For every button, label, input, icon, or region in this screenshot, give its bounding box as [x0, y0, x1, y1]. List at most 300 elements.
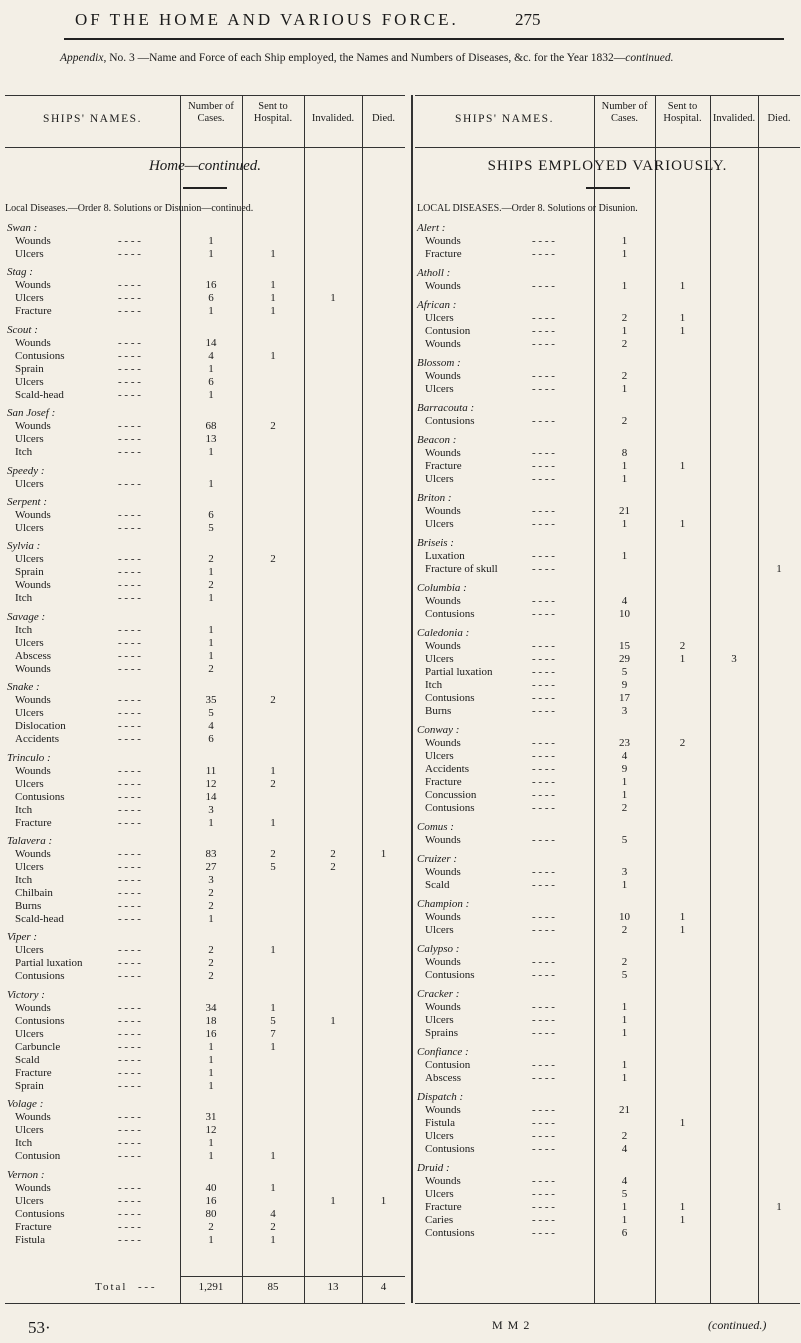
leader-dots: - - - -: [532, 1072, 555, 1084]
hospital-cell: [655, 1027, 710, 1040]
col-head-died-left: Died.: [371, 113, 396, 124]
died-cell: [758, 1072, 800, 1085]
hospital-cell: 1: [270, 1233, 276, 1246]
cases-cell: 1: [208, 816, 214, 829]
disease-label: Sprain: [15, 1079, 44, 1092]
col-head-ships-left: SHIPS' NAMES.: [43, 113, 142, 125]
leader-dots: - - - -: [118, 707, 141, 720]
died-cell: [362, 350, 405, 363]
hospital-cell: 1: [679, 280, 686, 292]
disease-label: Accidents: [425, 763, 469, 775]
hospital-cell: 5: [270, 1014, 276, 1027]
cases-cell: 2: [621, 338, 628, 350]
died-cell: [362, 1067, 405, 1080]
cases-cell: 4: [208, 349, 214, 362]
died-cell: [362, 1234, 405, 1247]
hospital-cell: [242, 337, 304, 350]
hospital-cell: [655, 595, 710, 608]
invalided-cell: [710, 692, 758, 705]
invalided-cell: [710, 325, 758, 338]
hospital-cell: [655, 1014, 710, 1027]
order-line-left: Local Diseases.—Order 8. Solutions or Disunion—continued.: [5, 203, 254, 214]
leader-dots: - - - -: [118, 1079, 141, 1092]
disease-label: Contusions: [425, 1143, 475, 1155]
died-cell: [758, 248, 800, 261]
hospital-cell: [655, 776, 710, 789]
leader-dots: - - - -: [532, 924, 555, 936]
died-cell: [362, 433, 405, 446]
disease-label: Wounds: [15, 1111, 51, 1124]
leader-dots: - - - -: [532, 1014, 555, 1026]
disease-label: Ulcers: [425, 1188, 454, 1200]
hospital-cell: 1: [679, 1214, 686, 1226]
leader-dots: - - - -: [118, 477, 141, 490]
leader-dots: - - - -: [532, 737, 555, 749]
cases-cell: 2: [621, 802, 628, 814]
invalided-cell: [710, 1201, 758, 1214]
disease-label: Ulcers: [425, 518, 454, 530]
hospital-cell: [242, 804, 304, 817]
invalided-cell: [304, 337, 362, 350]
cases-cell: 9: [621, 763, 628, 775]
invalided-cell: [304, 1028, 362, 1041]
cases-cell: 2: [621, 312, 628, 324]
leader-dots: - - - -: [532, 383, 555, 395]
leader-dots: - - - -: [118, 874, 141, 886]
hospital-cell: [655, 679, 710, 692]
died-cell: 1: [380, 1194, 387, 1207]
cases-cell: 10: [619, 608, 630, 620]
leader-dots: - - - -: [532, 1104, 555, 1116]
leader-dots: - - - -: [532, 563, 555, 575]
disease-label: Scald: [15, 1053, 40, 1066]
hospital-cell: [242, 707, 304, 720]
running-head: OF THE HOME AND VARIOUS FORCE.: [75, 10, 459, 29]
invalided-cell: [710, 1014, 758, 1027]
leader-dots: - - - -: [118, 1150, 141, 1163]
ship-name: African :: [417, 299, 457, 311]
leader-dots: - - - -: [118, 1053, 141, 1066]
died-cell: [758, 776, 800, 789]
cases-cell: 68: [205, 420, 217, 433]
hospital-cell: [655, 802, 710, 815]
died-cell: [362, 733, 405, 746]
died-cell: [362, 1054, 405, 1067]
cases-cell: 1: [208, 1053, 214, 1066]
leader-dots: - - - -: [118, 790, 141, 803]
leader-dots: - - - -: [118, 733, 141, 746]
cases-cell: 16: [205, 1194, 217, 1207]
disease-label: Wounds: [15, 336, 51, 349]
disease-label: Wounds: [15, 662, 51, 675]
cases-cell: 1: [621, 1027, 628, 1039]
disease-label: Contusions: [425, 415, 475, 427]
cases-cell: 1: [208, 1150, 214, 1163]
invalided-cell: [710, 834, 758, 847]
cases-cell: 1: [621, 789, 628, 801]
hospital-cell: 1: [270, 279, 276, 292]
hospital-cell: 2: [270, 553, 276, 566]
hospital-cell: [655, 750, 710, 763]
invalided-cell: 3: [731, 653, 737, 665]
hospital-cell: [655, 1175, 710, 1188]
invalided-cell: [710, 1072, 758, 1085]
table-top-rule-left: [5, 95, 405, 96]
invalided-cell: [304, 433, 362, 446]
leader-dots: - - - -: [118, 623, 141, 636]
died-cell: [758, 679, 800, 692]
cases-cell: 1: [208, 446, 214, 459]
total-rule: [180, 1276, 405, 1277]
died-cell: [362, 804, 405, 817]
disease-label: Chilbain: [15, 887, 53, 899]
cases-cell: 1: [208, 305, 214, 318]
died-cell: [758, 866, 800, 879]
disease-label: Wounds: [425, 834, 461, 846]
invalided-cell: [304, 694, 362, 707]
invalided-cell: [304, 791, 362, 804]
hospital-cell: [655, 338, 710, 351]
hospital-cell: [242, 1080, 304, 1093]
cases-cell: 1: [208, 248, 214, 260]
invalided-cell: [304, 446, 362, 459]
cases-cell: 1: [208, 388, 214, 401]
died-cell: [758, 834, 800, 847]
died-cell: [362, 663, 405, 676]
died-cell: [758, 969, 800, 982]
cases-cell: 2: [208, 662, 214, 675]
invalided-cell: [304, 522, 362, 535]
hospital-cell: 1: [270, 816, 276, 829]
table-head-rule-left: [5, 147, 405, 148]
disease-label: Dislocation: [15, 720, 66, 733]
cases-cell: 1: [621, 1059, 628, 1071]
leader-dots: - - - -: [118, 1027, 141, 1040]
died-cell: [362, 1124, 405, 1137]
leader-dots: - - - -: [118, 1181, 141, 1194]
died-cell: [362, 1111, 405, 1124]
disease-label: Contusions: [425, 692, 475, 704]
died-cell: [362, 1182, 405, 1195]
invalided-cell: [710, 640, 758, 653]
leader-dots: - - - -: [532, 692, 555, 704]
leader-dots: - - - -: [118, 592, 141, 605]
disease-label: Wounds: [425, 338, 461, 350]
cases-cell: 1: [621, 383, 628, 395]
cases-cell: 12: [205, 777, 217, 790]
cases-cell: 14: [205, 336, 217, 349]
ship-name: San Josef :: [7, 407, 56, 420]
leader-dots: - - - -: [532, 1143, 555, 1155]
died-cell: [362, 1150, 405, 1163]
disease-label: Fracture: [425, 248, 462, 260]
cases-cell: 5: [621, 666, 628, 678]
page-number: 275: [515, 10, 541, 29]
invalided-cell: [710, 866, 758, 879]
cases-cell: 1: [621, 248, 628, 260]
invalided-cell: [304, 1041, 362, 1054]
cases-cell: 6: [208, 509, 214, 521]
leader-dots: - - - -: [118, 420, 141, 433]
hospital-cell: [655, 1227, 710, 1240]
hospital-cell: [242, 650, 304, 663]
leader-dots: - - - -: [118, 509, 141, 521]
section-rule-left: [183, 187, 227, 189]
ship-name: Calypso :: [417, 943, 460, 955]
died-cell: [362, 305, 405, 318]
invalided-cell: [710, 924, 758, 937]
died-cell: [758, 312, 800, 325]
ship-name: Atholl :: [417, 267, 451, 279]
cases-cell: 1: [208, 636, 214, 649]
leader-dots: - - - -: [118, 662, 141, 675]
invalided-cell: [710, 312, 758, 325]
invalided-cell: [710, 763, 758, 776]
disease-label: Scald: [425, 879, 450, 891]
disease-label: Wounds: [425, 866, 461, 878]
ship-name: Savage :: [7, 610, 46, 623]
invalided-cell: [710, 1143, 758, 1156]
invalided-cell: [710, 1059, 758, 1072]
cases-cell: 6: [208, 375, 214, 388]
died-cell: [758, 1104, 800, 1117]
ship-name: Serpent :: [7, 496, 48, 508]
leader-dots: - - - -: [118, 970, 141, 983]
disease-label: Contusions: [15, 1014, 65, 1027]
leader-dots: - - - -: [118, 816, 141, 829]
invalided-cell: [304, 957, 362, 970]
died-cell: [758, 280, 800, 293]
leader-dots: - - - -: [532, 763, 555, 775]
invalided-cell: [304, 235, 362, 248]
leader-dots: - - - -: [532, 1175, 555, 1187]
disease-label: Fracture: [15, 305, 52, 318]
cases-cell: [594, 1117, 655, 1130]
disease-label: Itch: [15, 874, 33, 886]
hospital-cell: [242, 376, 304, 389]
hospital-cell: 1: [679, 911, 686, 923]
ship-name: Druid :: [417, 1162, 450, 1174]
cases-cell: 15: [619, 640, 630, 652]
leader-dots: - - - -: [532, 248, 555, 260]
hospital-cell: 1: [679, 460, 686, 472]
invalided-cell: [304, 1080, 362, 1093]
disease-label: Ulcers: [15, 861, 44, 873]
hospital-cell: [242, 791, 304, 804]
cases-cell: [594, 563, 655, 576]
leader-dots: - - - -: [118, 1137, 141, 1150]
cases-cell: 5: [621, 834, 628, 846]
cases-cell: 40: [205, 1181, 217, 1194]
invalided-cell: 1: [330, 1014, 336, 1027]
invalided-cell: [304, 707, 362, 720]
hospital-cell: 1: [270, 764, 276, 777]
invalided-cell: [710, 789, 758, 802]
header-rule: [64, 38, 784, 40]
cases-cell: 2: [621, 924, 628, 936]
cases-cell: 1: [621, 1201, 628, 1213]
cases-cell: 4: [621, 750, 628, 762]
hospital-cell: [655, 505, 710, 518]
hospital-cell: 1: [270, 292, 276, 305]
died-cell: [362, 1080, 405, 1093]
leader-dots: - - - -: [118, 235, 141, 247]
died-cell: [362, 861, 405, 874]
invalided-cell: [710, 280, 758, 293]
hospital-cell: [655, 1143, 710, 1156]
leader-dots: - - - -: [118, 292, 141, 305]
disease-label: Ulcers: [425, 1130, 454, 1142]
died-cell: [362, 1041, 405, 1054]
disease-label: Ulcers: [15, 777, 44, 790]
invalided-cell: [304, 817, 362, 830]
hospital-cell: [655, 866, 710, 879]
leader-dots: - - - -: [532, 235, 555, 247]
invalided-cell: [304, 887, 362, 900]
died-cell: [758, 1014, 800, 1027]
invalided-cell: [304, 663, 362, 676]
invalided-cell: [304, 350, 362, 363]
cases-cell: 2: [621, 370, 628, 382]
leader-dots: - - - -: [118, 764, 141, 777]
leader-dots: - - - -: [532, 447, 555, 459]
invalided-cell: [710, 460, 758, 473]
died-cell: [362, 765, 405, 778]
hospital-cell: [655, 415, 710, 428]
hospital-cell: [655, 666, 710, 679]
disease-label: Fracture of skull: [425, 563, 498, 575]
hospital-cell: [655, 383, 710, 396]
cases-cell: 17: [619, 692, 630, 704]
died-cell: [758, 415, 800, 428]
disease-label: Concussion: [425, 789, 477, 801]
leader-dots: - - - -: [118, 803, 141, 816]
cases-cell: 2: [208, 944, 214, 957]
leader-dots: - - - -: [118, 913, 141, 925]
hospital-cell: [242, 900, 304, 913]
ship-name: Trinculo :: [7, 751, 51, 764]
disease-label: Ulcers: [425, 653, 454, 665]
hospital-cell: [242, 913, 304, 926]
invalided-cell: 1: [330, 1194, 336, 1207]
cases-cell: 1: [208, 1040, 214, 1053]
cases-cell: 1: [621, 473, 628, 485]
died-cell: [758, 879, 800, 892]
invalided-cell: [710, 415, 758, 428]
ship-name: Vernon :: [7, 1168, 45, 1181]
cases-cell: 12: [205, 1124, 217, 1137]
cases-cell: 2: [621, 1130, 628, 1142]
hospital-cell: [242, 1111, 304, 1124]
cases-cell: 83: [205, 848, 217, 860]
ship-name: Cruizer :: [417, 853, 458, 865]
died-cell: [362, 900, 405, 913]
leader-dots: - - - -: [532, 866, 555, 878]
hospital-cell: 7: [270, 1027, 276, 1040]
cases-cell: 1: [208, 913, 214, 925]
invalided-cell: [710, 1027, 758, 1040]
table-top-rule-right: [415, 95, 800, 96]
disease-label: Ulcers: [15, 248, 44, 260]
disease-label: Fistula: [425, 1117, 455, 1129]
leader-dots: - - - -: [118, 375, 141, 388]
leader-dots: - - - -: [118, 694, 141, 707]
disease-label: Contusion: [425, 325, 471, 337]
cases-cell: 29: [619, 653, 630, 665]
died-cell: [362, 478, 405, 491]
cases-cell: 1: [208, 566, 214, 579]
disease-label: Wounds: [425, 235, 461, 247]
disease-label: Contusions: [425, 1227, 475, 1239]
cases-cell: 14: [205, 790, 217, 803]
disease-label: Fracture: [15, 816, 52, 829]
leader-dots: - - - -: [532, 653, 555, 665]
invalided-cell: [304, 509, 362, 522]
cases-cell: 3: [621, 866, 628, 878]
invalided-cell: [710, 911, 758, 924]
disease-label: Contusions: [425, 608, 475, 620]
died-cell: [758, 956, 800, 969]
died-cell: [758, 789, 800, 802]
disease-label: Ulcers: [15, 433, 44, 446]
disease-label: Carbuncle: [15, 1040, 61, 1053]
invalided-cell: [710, 1001, 758, 1014]
hospital-cell: [655, 969, 710, 982]
disease-label: Abscess: [425, 1072, 462, 1084]
leader-dots: - - - -: [532, 370, 555, 382]
invalided-cell: [304, 970, 362, 983]
cases-cell: 1: [208, 1233, 214, 1246]
hospital-cell: [242, 733, 304, 746]
hospital-cell: [242, 624, 304, 637]
invalided-cell: [304, 389, 362, 402]
invalided-cell: [304, 420, 362, 433]
invalided-cell: [710, 1104, 758, 1117]
leader-dots: - - - -: [532, 640, 555, 652]
hospital-cell: [655, 1001, 710, 1014]
invalided-cell: [304, 1234, 362, 1247]
hospital-cell: 1: [270, 944, 276, 957]
invalided-cell: [710, 1214, 758, 1227]
invalided-cell: [304, 553, 362, 566]
disease-label: Wounds: [425, 1001, 461, 1013]
cases-cell: 18: [205, 1014, 217, 1027]
died-cell: [362, 248, 405, 261]
hospital-cell: [655, 248, 710, 261]
cases-cell: 5: [208, 522, 214, 534]
invalided-cell: [710, 737, 758, 750]
disease-label: Wounds: [425, 911, 461, 923]
disease-label: Wounds: [425, 1104, 461, 1116]
died-cell: [758, 1117, 800, 1130]
leader-dots: - - - -: [118, 553, 141, 566]
ship-name: Champion :: [417, 898, 470, 910]
col-head-hospital-left: Sent to Hospital.: [253, 101, 293, 124]
disease-label: Abscess: [15, 649, 52, 662]
disease-label: Itch: [15, 592, 33, 605]
invalided-cell: [710, 370, 758, 383]
disease-label: Ulcers: [425, 924, 454, 936]
leader-dots: - - - -: [532, 679, 555, 691]
total-label: Total: [95, 1281, 128, 1293]
invalided-cell: [304, 900, 362, 913]
disease-label: Contusions: [15, 349, 65, 362]
leader-dots: - - - -: [532, 956, 555, 968]
hospital-cell: 2: [270, 777, 276, 790]
ship-name: Confiance :: [417, 1046, 469, 1058]
cases-cell: 4: [621, 1175, 628, 1187]
hospital-cell: 1: [270, 1001, 276, 1014]
